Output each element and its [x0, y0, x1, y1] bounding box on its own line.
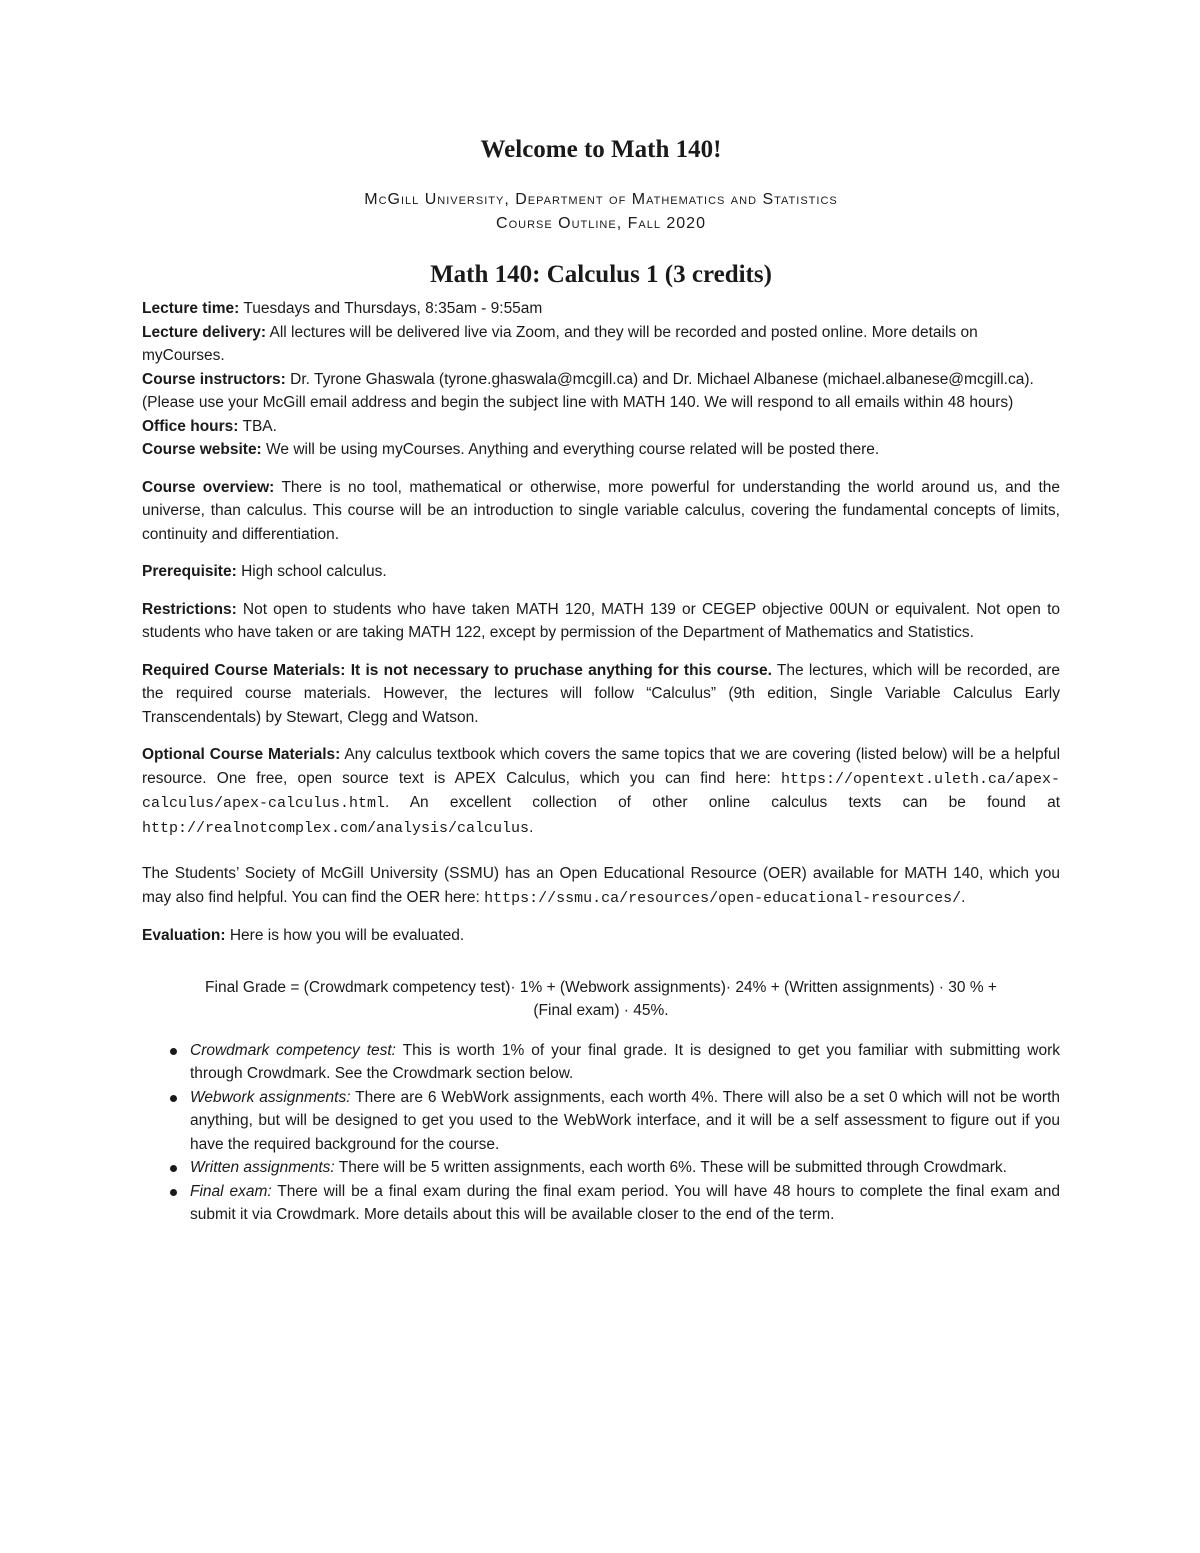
instructors-label: Course instructors: — [142, 370, 286, 388]
final-exam-label: Final exam: — [190, 1182, 272, 1200]
apex-calculus-link[interactable]: https://opentext.uleth.ca/apex-calculus/apex-calculus.html — [142, 770, 1060, 812]
ssmu-text-2: . — [961, 888, 966, 906]
written-assignments-text: There will be 5 written assignments, each worth 6%. These will be submitted through Crowdmark. — [334, 1159, 1007, 1176]
website-label: Course website: — [142, 441, 262, 458]
lecture-time-value: Tuesdays and Thursdays, 8:35am - 9:55am — [239, 300, 543, 317]
course-info-block — [142, 297, 1060, 462]
restrictions-text: Not open to students who have taken MATH 120, MATH 139 or CEGEP objective 00UN or equivalent. Not open to students who have taken or are taking MATH 122, except by permission of the Department of Mathematics and Statistics. — [142, 600, 1060, 641]
lecture-delivery-row — [142, 321, 1060, 368]
required-materials-label: Required Course Materials: It is not necessary to pruchase anything for this course. — [142, 661, 772, 679]
website-value: We will be using myCourses. Anything and everything course related will be posted there. — [261, 441, 880, 458]
overview-label: Course overview: — [142, 478, 275, 496]
office-hours-value: TBA. — [238, 417, 277, 435]
optional-materials-text-1: Any calculus textbook which covers the same topics that we are covering (listed below) will be a helpful resource. One free, open source text is APEX Calculus, which you can find here: — [142, 746, 1061, 787]
evaluation-label: Evaluation: — [142, 927, 226, 944]
lecture-time-label: Lecture time: — [142, 300, 240, 317]
realnotcomplex-link[interactable]: http://realnotcomplex.com/analysis/calculus — [142, 819, 530, 837]
crowdmark-test-label: Crowdmark competency test: — [190, 1041, 396, 1059]
affiliation-line-2: Course Outline, Fall 2020 — [496, 215, 706, 232]
webwork-text: There are 6 WebWork assignments, each worth 4%. There will also be a set 0 which will not be worth anything, but will be designed to get you used to the WebWork interface, and it will be a self assessment to figure out if you have the required background for the course. — [190, 1088, 1060, 1153]
required-materials-text: The lectures, which will be recorded, are the required course materials. However, the lectures will follow “Calculus” (9th edition, Single Variable Calculus Early Transcendentals) by Stewart, Clegg and Watson. — [142, 661, 1060, 726]
grade-formula — [142, 976, 1060, 1023]
ssmu-text-1: The Students’ Society of McGill University (SSMU) has an Open Educational Resource (OER) available for MATH 140, which you may also find helpful. You can find the OER here: — [142, 865, 1060, 906]
overview-text: There is no tool, mathematical or otherwise, more powerful for understanding the world around us, and the universe, than calculus. This course will be an introduction to single variable calculus, covering the fundamental concepts of limits, continuity and differentiation. — [142, 478, 1061, 543]
list-item-final-exam — [142, 1180, 1060, 1227]
welcome-title: Welcome to Math 140! — [480, 136, 722, 163]
document-content — [142, 132, 1060, 1227]
affiliation-line-1: McGill University, Department of Mathematics and Statistics — [364, 191, 838, 208]
crowdmark-test-text: This is worth 1% of your final grade. It is designed to get you familiar with submitting work through Crowdmark. See the Crowdmark section below. — [190, 1041, 1060, 1082]
lecture-time-row — [142, 297, 1060, 321]
optional-materials-text-2: . An excellent collection of other online calculus texts can be found at — [385, 794, 1060, 811]
instructors-value: Dr. Tyrone Ghaswala (tyrone.ghaswala@mcgill.ca) and Dr. Michael Albanese (michael.albanese@mcgill.ca). (Please use your McGill email address and begin the subject line with MATH 140. We will respond to all emails within 48 hours) — [142, 370, 1034, 411]
evaluation-paragraph — [142, 924, 1060, 948]
lecture-delivery-label: Lecture delivery: — [142, 323, 267, 341]
office-hours-row — [142, 415, 1060, 439]
restrictions-paragraph — [142, 598, 1060, 645]
list-item-webwork — [142, 1086, 1060, 1157]
ssmu-oer-link[interactable]: https://ssmu.ca/resources/open-educational-resources/ — [484, 889, 962, 907]
prerequisite-label: Prerequisite: — [142, 563, 237, 580]
bullet-icon — [170, 1048, 177, 1055]
website-row — [142, 438, 1060, 462]
webwork-label: Webwork assignments: — [190, 1088, 351, 1106]
course-title: Math 140: Calculus 1 (3 credits) — [430, 261, 772, 288]
office-hours-label: Office hours: — [142, 417, 239, 435]
evaluation-text: Here is how you will be evaluated. — [225, 927, 465, 944]
bullet-icon — [170, 1189, 177, 1196]
optional-materials-label: Optional Course Materials: — [142, 746, 341, 763]
list-item-crowdmark-test — [142, 1039, 1060, 1086]
ssmu-paragraph — [142, 862, 1060, 910]
grade-formula-line-2: (Final exam) · 45%. — [533, 1002, 669, 1019]
bullet-icon — [170, 1095, 177, 1102]
optional-materials-paragraph — [142, 743, 1060, 840]
list-item-written-assignments — [142, 1156, 1060, 1180]
final-exam-text: There will be a final exam during the final exam period. You will have 48 hours to complete the final exam and submit it via Crowdmark. More details about this will be available closer to the end of the term. — [190, 1182, 1060, 1223]
restrictions-label: Restrictions: — [142, 600, 237, 618]
lecture-delivery-value: All lectures will be delivered live via Zoom, and they will be recorded and posted online. More details on myCourses. — [142, 323, 978, 364]
instructors-row — [142, 368, 1060, 415]
bullet-icon — [170, 1165, 177, 1172]
prerequisite-text: High school calculus. — [236, 563, 387, 580]
written-assignments-label: Written assignments: — [190, 1159, 335, 1176]
grade-formula-line-1: Final Grade = (Crowdmark competency test)· 1% + (Webwork assignments)· 24% + (Written assignments) · 30 % + — [205, 978, 997, 996]
optional-materials-text-3: . — [529, 818, 534, 836]
evaluation-list — [142, 1039, 1060, 1227]
required-materials-paragraph — [142, 659, 1060, 730]
course-overview-paragraph — [142, 476, 1060, 547]
prerequisite-paragraph — [142, 560, 1060, 584]
